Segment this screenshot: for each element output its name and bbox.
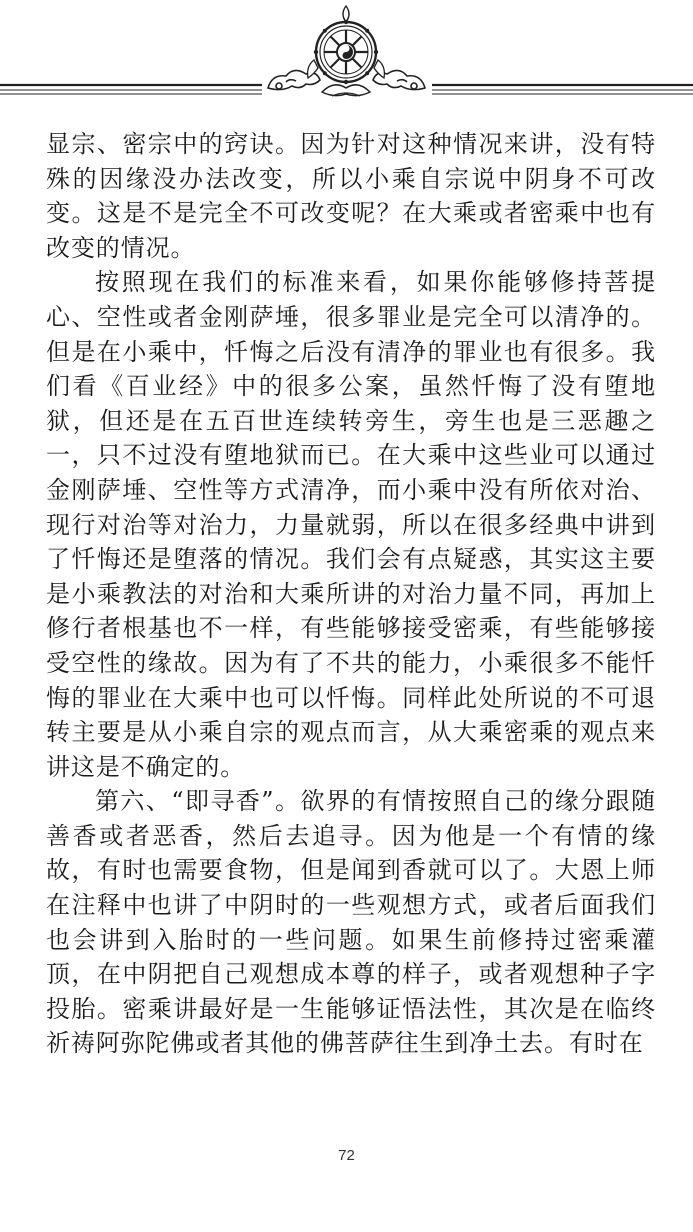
page-body: [46, 127, 656, 1061]
paragraph-1: 显宗、密宗中的窍诀。因为针对这种情况来讲，没有特殊的因缘没办法改变，所以小乘自宗说中阴身不可改变。这是不是完全不可改变呢？在大乘或者密乘中也有改变的情况。: [46, 130, 656, 262]
paragraph-3: 第六、“即寻香”。欲界的有情按照自己的缘分跟随善香或者恶香，然后去追寻。因为他是一个有情的缘故，有时也需要食物，但是闻到香就可以了。大恩上师在注释中也讲了中阴时的一些观想方式，或者后面我们也会讲到入胎时的一些问题。如果生前修持过密乘灌顶，在中阴把自己观想成本尊的样子，或者观想种子字投胎。密乘讲最好是一生能够证悟法性，其次是在临终祈祷阿弥陀佛或者其他的佛菩萨往生到净土去。有时在: [46, 787, 656, 1058]
page-header-ornament: [0, 0, 693, 110]
page-number: 72: [338, 1147, 355, 1164]
paragraph-2: 按照现在我们的标准来看，如果你能够修持菩提心、空性或者金刚萨埵，很多罪业是完全可以清净的。但是在小乘中，忏悔之后没有清净的罪业也有很多。我们看《百业经》中的很多公案，虽然忏悔了没有堕地狱，但还是在五百世连续转旁生，旁生也是三恶趣之一，只不过没有堕地狱而已。在大乘中这些业可以通过金刚萨埵、空性等方式清净，而小乘中没有所依对治、现行对治等对治力，力量就弱，所以在很多经典中讲到了忏悔还是堕落的情况。我们会有点疑惑，其实这主要是小乘教法的对治和大乘所讲的对治力量不同，再加上修行者根基也不一样，有些能够接受密乘，有些能够接受空性的缘故。因为有了不共的能力，小乘很多不能忏悔的罪业在大乘中也可以忏悔。同样此处所说的不可退转主要是从小乘自宗的观点而言，从大乘密乘的观点来讲这是不确定的。: [46, 268, 656, 781]
header-ornament-graphic: [0, 0, 693, 110]
